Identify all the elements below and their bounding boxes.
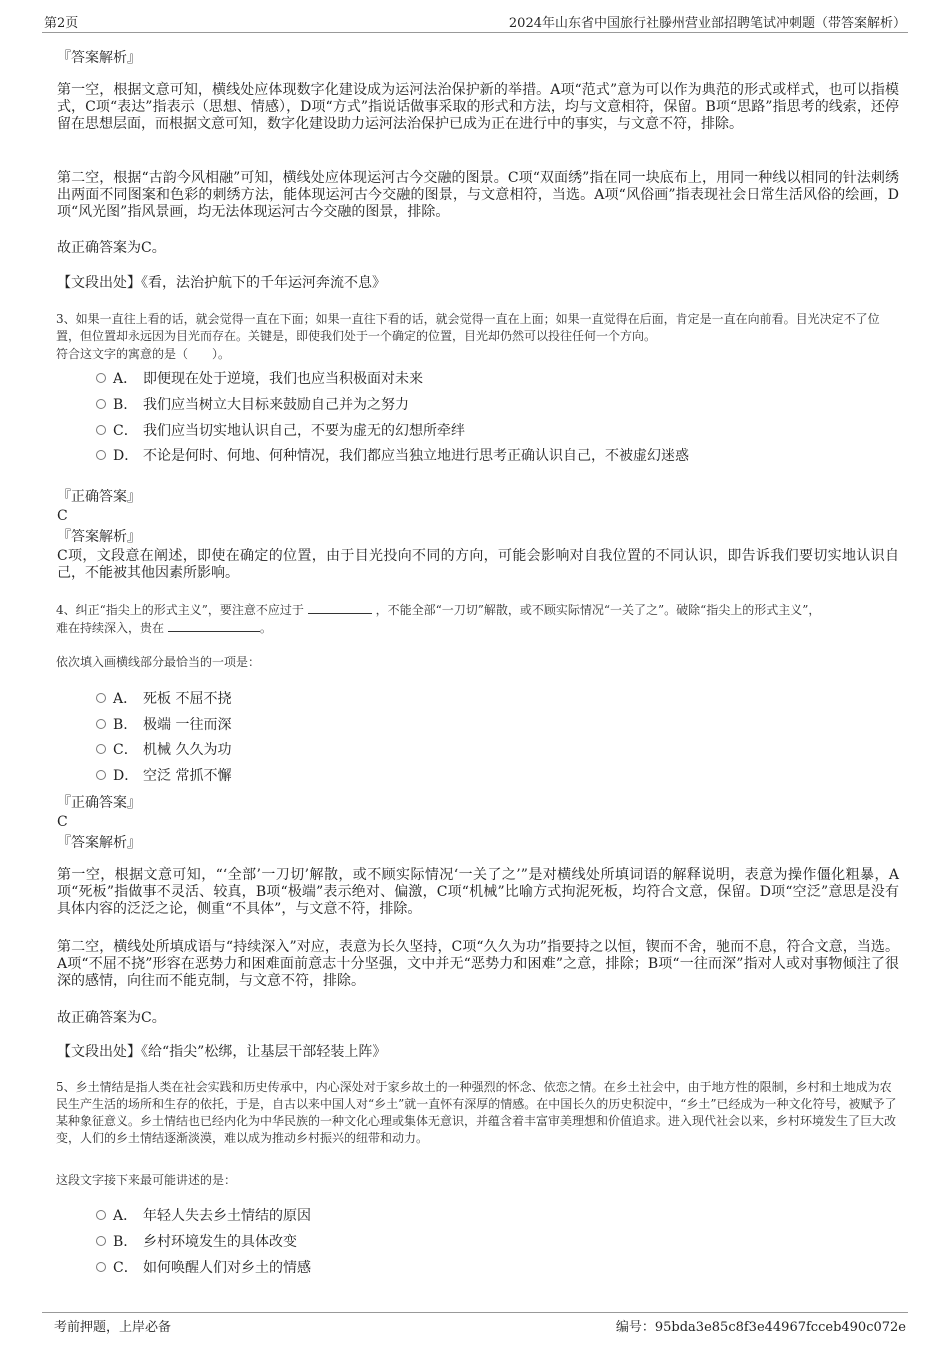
q4-ask: 依次填入画横线部分最恰当的一项是： [56,655,261,669]
q3-option-a[interactable]: A． 即便现在处于逆境，我们也应当积极面对未来 [96,371,423,388]
q4-conclusion: 故正确答案为C。 [57,1010,166,1026]
q4-option-c[interactable]: C． 机械 久久为功 [96,742,231,759]
document-id: 编号：95bda3e85c8f3e44967fcceb490c072e [615,1320,906,1335]
q3-stem: 3、如果一直往上看的话，就会觉得一直在下面；如果一直往下看的话，就会觉得一直在上面；如果一直觉得在后面，肯定是一直在向前看。目光决定不了位置，但位置却永远因为目光而存在。关键是，即使我们处于一个确定的位置，目光却仍然可以投往任何一个方向。 [56,312,880,343]
q4-stem: 4、纠正“指尖上的形式主义”，要注意不应过于 ，不能全部“一刀切”解散，或不顾实际情况“一关了之”。破除“指尖上的形式主义”， 难在持续深入，贵在 。 [56,603,821,635]
radio-icon[interactable] [96,719,106,729]
radio-icon[interactable] [96,425,106,435]
q2-source: 【文段出处】《看，法治护航下的千年运河奔流不息》 [57,275,386,291]
radio-icon[interactable] [96,693,106,703]
q4-analysis-p1: 第一空，根据文意可知，“‘全部’一刀切’解散，或不顾实际情况‘一关了之’”是对横线处所填词语的解释说明，表意为操作僵化粗暴，A项“死板”指做事不灵活、较真，B项“极端”表示绝对、偏激，C项“机械”比喻方式拘泥死板，均符合文意，保留。D项“空泛”意思是没有具体内容的泛泛之论，侧重“不具体”，与文意不符，排除。 [57,867,899,917]
q4-answer-label: 『正确答案』 [57,795,141,811]
q3-analysis: C项，文段意在阐述，即使在确定的位置，由于目光投向不同的方向，可能会影响对自我位置的不同认识，即告诉我们要切实地认识自己，不能被其他因素所影响。 [57,548,899,581]
q4-source: 【文段出处】《给“指尖”松绑，让基层干部轻装上阵》 [57,1044,387,1060]
q3-option-b[interactable]: B. 我们应当树立大目标来鼓励自己并为之努力 [96,397,409,414]
radio-icon[interactable] [96,450,106,460]
q4-answer: C [57,814,68,830]
q2-analysis-p1: 第一空，根据文意可知，横线处应体现数字化建设成为运河法治保护新的举措。A项“范式”意为可以作为典范的形式或样式，也可以指模式，C项“表达”指表示（思想、情感），D项“方式”指说话做事采取的形式和方法，均与文意相符，保留。B项“思路”指思考的线索，还停留在思想层面，而根据文意可知，数字化建设助力运河法治保护已成为正在进行中的事实，与文意不符，排除。 [57,82,899,132]
q5-option-c[interactable]: C． 如何唤醒人们对乡土的情感 [96,1260,311,1277]
q3-analysis-label: 『答案解析』 [57,529,141,545]
q4-analysis-p2: 第二空，横线处所填成语与“持续深入”对应，表意为长久坚持，C项“久久为功”指要持之以恒，锲而不舍，驰而不息，符合文意，当选。A项“不屈不挠”形容在恶势力和困难面前意志十分坚强，文中并无“恶势力和困难”之意，排除；B项“一往而深”指对人或对事物倾注了很深的感情，向往而不能克制，与文意不符，排除。 [57,939,899,989]
q2-conclusion: 故正确答案为C。 [57,240,166,256]
fill-blank-2 [168,619,260,632]
q4-option-a[interactable]: A． 死板 不屈不挠 [96,691,231,708]
page-header [42,12,908,33]
q5-ask: 这段文字接下来最可能讲述的是： [56,1173,237,1187]
q4-option-b[interactable]: B. 极端 一往而深 [96,717,231,734]
q5-stem: 5、乡土情结是指人类在社会实践和历史传承中，内心深处对于家乡故土的一种强烈的怀念、依恋之情。在乡土社会中，由于地方性的限制，乡村和土地成为农民生产生活的场所和生存的依托，于是，自古以来中国人对“乡土”就一直怀有深厚的情感。在中国长久的历史积淀中，“乡土”已经成为一种文化符号，被赋予了某种象征意义。乡土情结也已经内化为中华民族的一种文化心理或集体无意识，并蕴含着丰富审美理想和价值追求。进入现代社会以来，乡村环境发生了巨大改变，人们的乡土情结逐渐淡漠，难以成为推动乡村振兴的纽带和动力。 [56,1080,897,1145]
q3-answer-label: 『正确答案』 [57,489,141,505]
q5-option-b[interactable]: B. 乡村环境发生的具体改变 [96,1234,297,1251]
radio-icon[interactable] [96,399,106,409]
radio-icon[interactable] [96,1262,106,1272]
q3-option-d[interactable]: D． 不论是何时、何地、何种情况，我们都应当独立地进行思考正确认识自己，不被虚幻迷惑 [96,448,689,465]
radio-icon[interactable] [96,744,106,754]
footer-slogan: 考前押题，上岸必备 [54,1320,172,1335]
radio-icon[interactable] [96,1210,106,1220]
fill-blank-1 [308,601,372,614]
q2-analysis-p2: 第二空，根据“古韵今风相融”可知，横线处应体现运河古今交融的图景。C项“双面绣”指在同一块底布上，用同一种线以相同的针法刺绣出两面不同图案和色彩的刺绣方法，能体现运河古今交融的图景，与文意相符，当选。A项“风俗画”指表现社会日常生活风俗的绘画，D项“风光图”指风景画，均无法体现运河古今交融的图景，排除。 [57,170,899,220]
q5-option-a[interactable]: A． 年轻人失去乡土情结的原因 [96,1208,311,1225]
q2-analysis-label: 『答案解析』 [57,50,141,66]
q3-answer: C [57,508,68,524]
document-title: 2024年山东省中国旅行社滕州营业部招聘笔试冲刺题（带答案解析） [508,16,906,31]
radio-icon[interactable] [96,1236,106,1246]
q3-option-c[interactable]: C． 我们应当切实地认识自己，不要为虚无的幻想所牵绊 [96,423,465,440]
q4-option-d[interactable]: D． 空泛 常抓不懈 [96,768,231,785]
page-footer [42,1312,908,1335]
radio-icon[interactable] [96,373,106,383]
q3-ask: 符合这文字的寓意的是（ ）。 [56,347,231,361]
page-number: 第2页 [44,16,79,31]
q4-analysis-label: 『答案解析』 [57,835,141,851]
radio-icon[interactable] [96,770,106,780]
